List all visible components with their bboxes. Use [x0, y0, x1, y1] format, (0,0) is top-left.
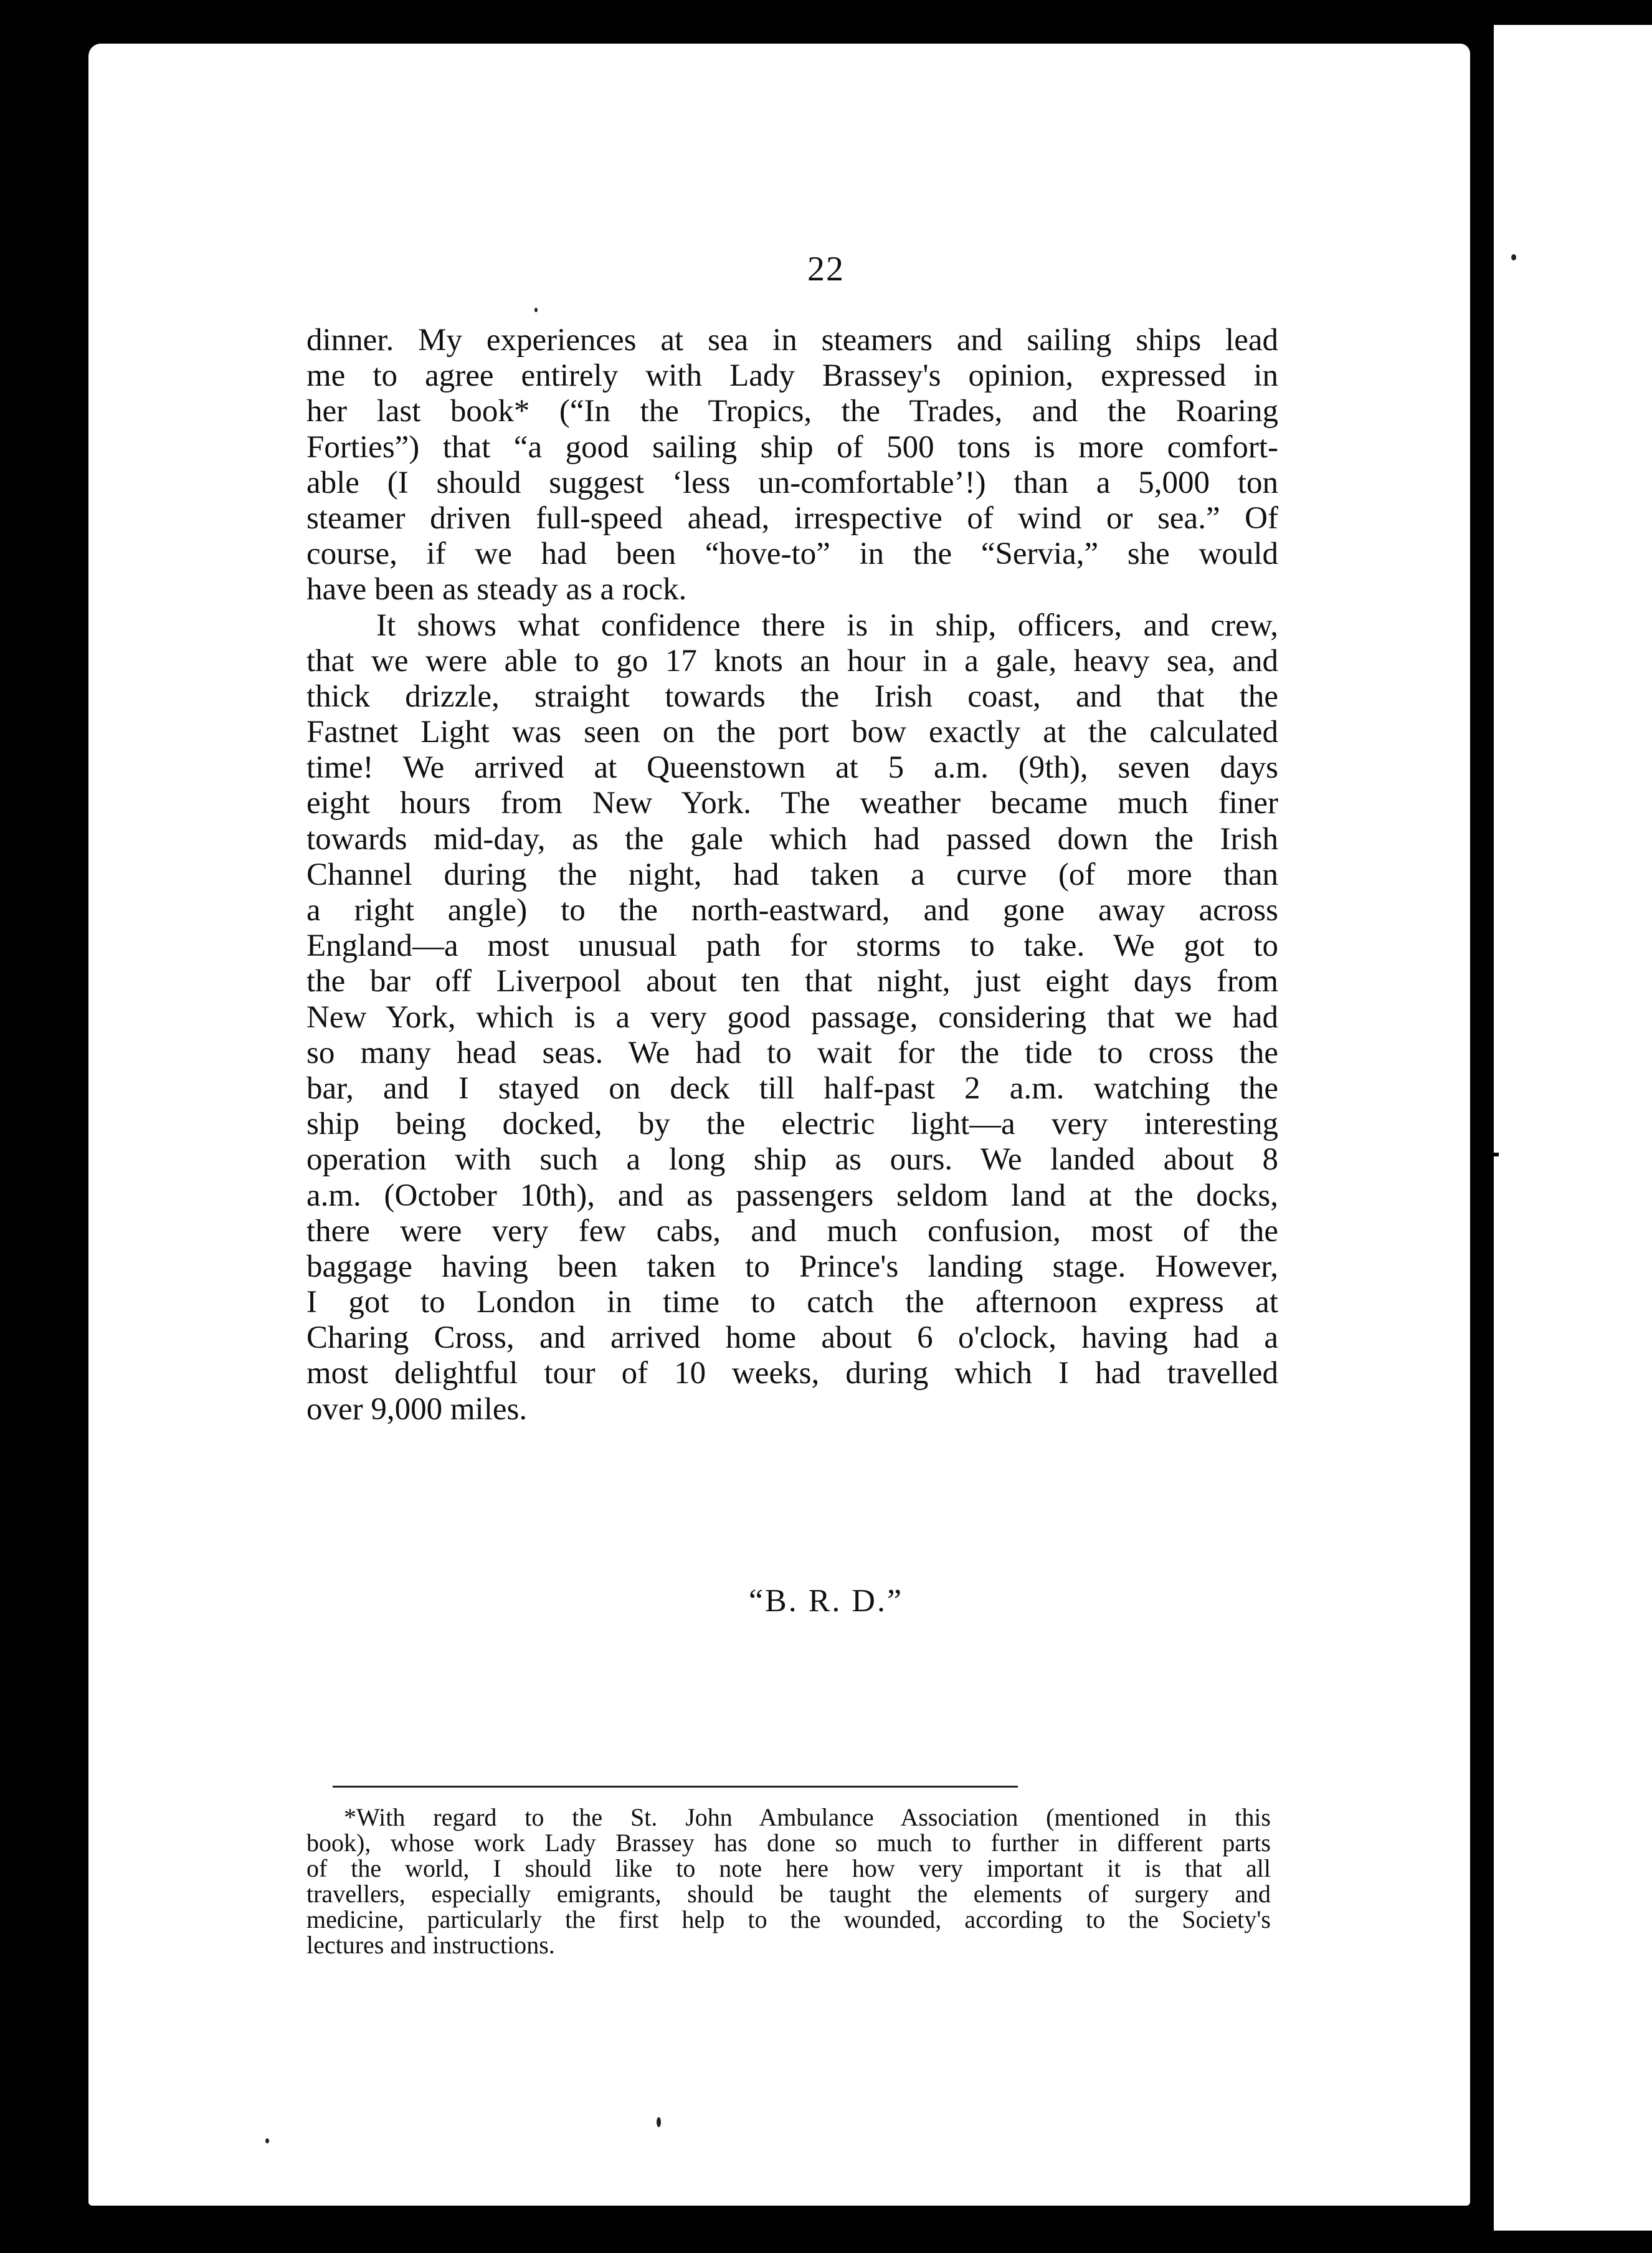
footnote-line: lectures and instructions. — [306, 1931, 555, 1959]
body-line: I got to London in time to catch the afternoon express at — [306, 1285, 1278, 1320]
signature: “B. R. D.” — [748, 1583, 904, 1619]
footnote — [306, 1804, 1271, 1958]
body-line: baggage having been taken to Prince's landing stage. However, — [306, 1249, 1278, 1284]
body-line: so many head seas. We had to wait for the tide to cross the — [306, 1035, 1278, 1070]
page-number: 22 — [807, 250, 845, 288]
scan-speck — [534, 308, 538, 312]
footnote-line: *With regard to the St. John Ambulance Association (mentioned in this — [344, 1803, 1271, 1831]
body-line: most delightful tour of 10 weeks, during which I had travelled — [306, 1356, 1278, 1391]
body-line: Fastnet Light was seen on the port bow exactly at the calculated — [306, 715, 1278, 750]
footnote-divider — [333, 1786, 1018, 1788]
footnote-line: medicine, particularly the first help to the wounded, according to the Society's — [306, 1905, 1271, 1933]
body-line: have been as steady as a rock. — [306, 572, 687, 607]
body-line: thick drizzle, straight towards the Irish coast, and that the — [306, 679, 1278, 714]
body-line: New York, which is a very good passage, considering that we had — [306, 999, 1278, 1035]
footnote-line: of the world, I should like to note here how very important it is that all — [306, 1854, 1271, 1882]
body-line: the bar off Liverpool about ten that night, just eight days from — [306, 964, 1278, 999]
body-line: time! We arrived at Queenstown at 5 a.m. (9th), seven days — [306, 750, 1278, 786]
body-line: dinner. My experiences at sea in steamers and sailing ships lead — [306, 323, 1278, 358]
body-line: there were very few cabs, and much confusion, most of the — [306, 1213, 1278, 1249]
body-text — [306, 323, 1278, 1427]
body-line: England—a most unusual path for storms to take. We got to — [306, 928, 1278, 964]
body-line: over 9,000 miles. — [306, 1391, 528, 1427]
body-line: a.m. (October 10th), and as passengers seldom land at the docks, — [306, 1178, 1278, 1213]
body-line: able (I should suggest ‘less un-comfortable’!) than a 5,000 ton — [306, 465, 1278, 500]
body-line: me to agree entirely with Lady Brassey's opinion, expressed in — [306, 358, 1278, 394]
body-line: steamer driven full-speed ahead, irrespective of wind or sea.” Of — [306, 500, 1278, 536]
body-line: ship being docked, by the electric light—a very interesting — [306, 1107, 1278, 1142]
binding-edge-mark — [1485, 966, 1491, 1203]
body-line: course, if we had been “hove-to” in the “Servia,” she would — [306, 536, 1278, 572]
body-line: Charing Cross, and arrived home about 6 o'clock, having had a — [306, 1320, 1278, 1356]
binding-edge-tick — [1486, 1153, 1499, 1156]
body-line: Channel during the night, had taken a curve (of more than — [306, 857, 1278, 892]
body-line: It shows what confidence there is in ship, officers, and crew, — [376, 607, 1278, 643]
body-line: a right angle) to the north-eastward, and gone away across — [306, 893, 1278, 928]
body-line: bar, and I stayed on deck till half-past 2 a.m. watching the — [306, 1070, 1278, 1106]
body-line: that we were able to go 17 knots an hour in a gale, heavy sea, and — [306, 643, 1278, 679]
body-line: operation with such a long ship as ours. We landed about 8 — [306, 1142, 1278, 1178]
scan-speck — [657, 2117, 661, 2127]
body-line: her last book* (“In the Tropics, the Trades, and the Roaring — [306, 394, 1278, 429]
footnote-line: travellers, especially emigrants, should be taught the elements of surgery and — [306, 1880, 1271, 1908]
body-line: Forties”) that “a good sailing ship of 500 tons is more comfort- — [306, 429, 1278, 465]
body-line: eight hours from New York. The weather became much finer — [306, 786, 1278, 821]
scan-speck — [265, 2138, 269, 2143]
footnote-line: book), whose work Lady Brassey has done so much to further in different parts — [306, 1829, 1271, 1857]
body-line: towards mid-day, as the gale which had passed down the Irish — [306, 821, 1278, 857]
adjacent-page-edge — [1494, 25, 1652, 2231]
